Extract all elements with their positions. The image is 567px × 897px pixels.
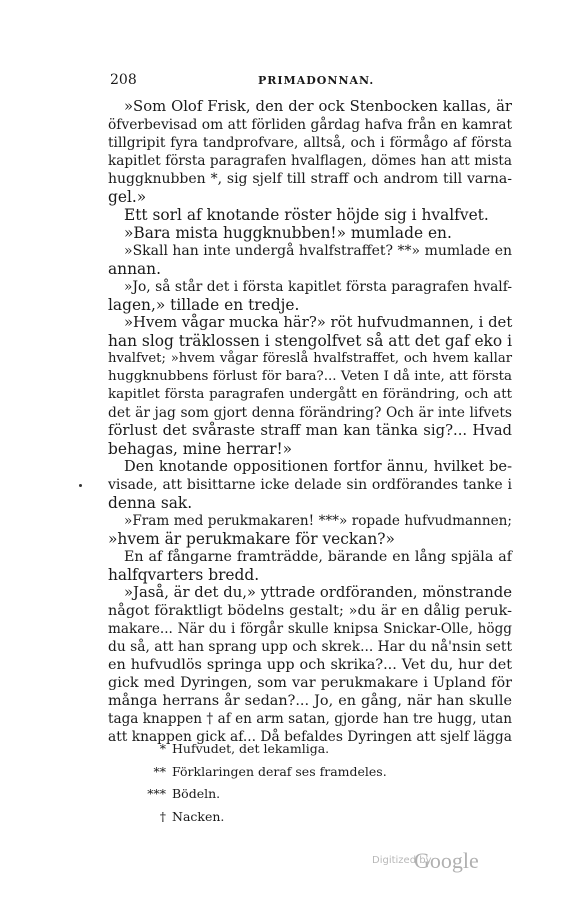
text-line: tillgripit fyra tandprofvare, alltså, och i förmågo af första — [108, 135, 512, 151]
text-line: Ett sorl af knotande röster höjde sig i hvalfvet. — [124, 206, 489, 224]
text-line: visade, att bisittarne icke delade sin ordförandes tanke i — [108, 477, 512, 493]
text-line: förlust det svåraste straff man kan tänka sig?... Hvad — [108, 422, 512, 439]
footnote-text: Nacken. — [172, 808, 225, 824]
text-line: många herrans år sedan?... Jo, en gång, när han skulle — [108, 693, 512, 709]
text-line: Den knotande oppositionen fortfor ännu, hvilket be- — [124, 458, 512, 475]
text-line: det är jag som gjort denna förändring? Och är inte lifvets — [108, 405, 512, 421]
google-watermark: Google — [414, 848, 479, 873]
page-header — [110, 72, 510, 90]
footnotes — [140, 738, 440, 828]
text-line: gick med Dyringen, som var perukmakare i Upland för — [108, 675, 512, 691]
running-title: PRIMADONNAN. — [258, 74, 375, 87]
text-line: kapitlet första paragrafen hvalflagen, dömes han att mista — [108, 153, 512, 169]
text-line: makare... När du i förgår skulle knipsa Snickar-Olle, högg — [108, 621, 512, 637]
text-line: »Som Olof Frisk, den der ock Stenbocken kallas, är — [124, 98, 512, 115]
text-line: huggknubbens förlust för bara?... Veten I då inte, att första — [108, 369, 512, 384]
text-line: »Skall han inte undergå hvalfstraffet? **» mumlade en — [124, 243, 512, 259]
text-line: halfqvarters bredd. — [108, 566, 260, 584]
footnote-text: Bödeln. — [172, 786, 221, 801]
text-line: »Hvem vågar mucka här?» röt hufvudmannen, i det — [124, 314, 513, 331]
text-line: huggknubben *, sig sjelf till straff och androm till varna- — [108, 171, 512, 187]
text-line: annan. — [108, 260, 161, 278]
text-line: gel.» — [108, 188, 147, 206]
footnote-mark: *** — [147, 786, 166, 801]
footnote — [140, 783, 440, 806]
text-line: »Bara mista huggknubben!» mumlade en. — [124, 224, 452, 242]
text-line: hvalfvet; »hvem vågar föreslå hvalfstraffet, och hvem kallar — [108, 351, 512, 366]
text-line: En af fångarne framträdde, bärande en lång spjäla af — [124, 549, 512, 565]
text-line: att knappen gick af... Då befaldes Dyringen att sjelf lägga — [108, 729, 512, 745]
text-line: lagen,» tillade en tredje. — [108, 296, 300, 314]
footnote-mark: † — [159, 808, 166, 824]
text-line: öfverbevisad om att förliden gårdag hafva från en kamrat — [108, 117, 512, 133]
footnote — [140, 761, 440, 784]
footnote-mark: ** — [153, 763, 166, 779]
text-line: taga knappen † af en arm satan, gjorde han tre hugg, utan — [108, 711, 512, 727]
body-text — [108, 98, 512, 746]
text-line: »Jaså, är det du,» yttrade ordföranden, mönstrande — [124, 584, 512, 601]
footnote-text: Förklaringen deraf ses framdeles. — [172, 763, 387, 779]
text-line: något föraktligt bödelns gestalt; »du är en dålig peruk- — [108, 603, 512, 619]
text-line: han slog träklossen i stengolfvet så att det gaf eko i — [108, 332, 512, 350]
text-line: »hvem är perukmakare för veckan?» — [108, 530, 395, 548]
text-line: »Jo, så står det i första kapitlet första paragrafen hvalf- — [124, 279, 512, 295]
footnote-text: Hufvudet, det lekamliga. — [172, 741, 330, 756]
text-line: behagas, mine herrar!» — [108, 440, 293, 458]
text-line: kapitlet första paragrafen undergått en förändring, och att — [108, 387, 512, 402]
footnote — [140, 738, 440, 761]
footnote — [140, 806, 440, 829]
digitized-by-label: Digitized by — [372, 855, 432, 866]
page-number: 208 — [110, 72, 137, 88]
text-line: denna sak. — [108, 494, 193, 512]
text-line: du så, att han sprang upp och skrek... Har du nå'nsin sett — [108, 639, 512, 655]
text-line: en hufvudlös springa upp och skrika?... Vet du, hur det — [108, 657, 512, 673]
margin-mark — [79, 484, 82, 487]
footnote-mark: * — [159, 741, 166, 756]
text-line: »Fram med perukmakaren! ***» ropade hufvudmannen; — [124, 513, 512, 529]
